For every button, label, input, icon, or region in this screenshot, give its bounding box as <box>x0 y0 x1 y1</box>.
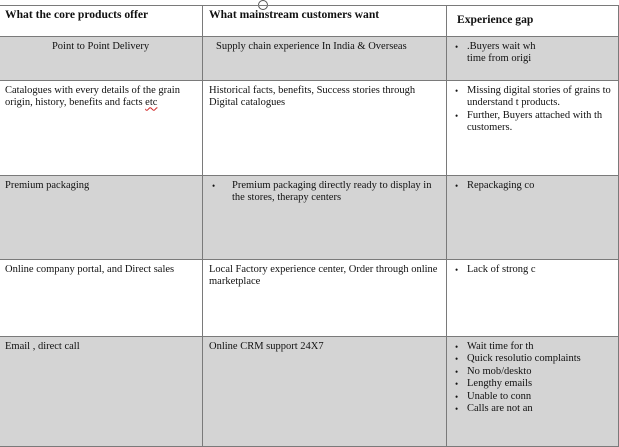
table-cell[interactable] <box>203 37 447 81</box>
table-cell[interactable] <box>203 337 447 447</box>
bullet-list <box>209 180 440 205</box>
bullet-list <box>453 85 612 135</box>
list-item: • Lengthy emails <box>467 378 612 390</box>
table-row <box>0 260 619 337</box>
table-row <box>0 337 619 447</box>
table-cell[interactable] <box>203 81 447 176</box>
list-item: • Calls are not an <box>467 403 612 415</box>
table-cell[interactable] <box>0 176 203 260</box>
cell-text: Online company portal, and Direct sales <box>5 264 175 275</box>
list-item: • Missing digital stories of grains to understand t products. <box>467 85 612 110</box>
list-item: • Repackaging co <box>467 180 612 192</box>
header-text: What mainstream customers want <box>209 8 380 21</box>
list-item: • Lack of strong c <box>467 264 612 276</box>
bullet-list <box>453 41 612 66</box>
table-cell[interactable] <box>447 337 619 447</box>
cell-text: Catalogues with every details of the grain origin, history, benefits and facts <box>5 85 180 109</box>
table-row <box>0 176 619 260</box>
table-row <box>0 37 619 81</box>
table-cell[interactable] <box>0 37 203 81</box>
bullet-list <box>453 341 612 415</box>
table-cell[interactable] <box>447 81 619 176</box>
table-cell[interactable] <box>0 260 203 337</box>
table-cell[interactable] <box>203 260 447 337</box>
spellcheck-word[interactable]: etc <box>145 97 158 109</box>
table-row <box>0 81 619 176</box>
list-item: • No mob/deskto <box>467 366 612 378</box>
list-item: • Premium packaging directly ready to display in the stores, therapy centers <box>232 180 440 205</box>
header-text: What the core products offer <box>5 8 149 21</box>
table-cell[interactable] <box>447 37 619 81</box>
list-item: • Further, Buyers attached with th customers. <box>467 110 612 135</box>
cell-text: Premium packaging <box>5 180 90 191</box>
cell-text: Supply chain experience In India & Overseas <box>216 41 407 52</box>
table-cell[interactable] <box>447 176 619 260</box>
bullet-list <box>453 264 612 276</box>
list-item: • Quick resolutio complaints <box>467 353 612 365</box>
table-cell[interactable] <box>447 260 619 337</box>
cell-text: Email , direct call <box>5 341 80 352</box>
table-cell[interactable] <box>0 337 203 447</box>
header-core-products[interactable] <box>0 6 203 37</box>
header-text: Experience gap <box>457 13 534 26</box>
bullet-list <box>453 180 612 192</box>
cell-text: Historical facts, benefits, Success stories through Digital catalogues <box>209 85 416 109</box>
header-experience-gap[interactable] <box>447 6 619 37</box>
cell-text: Local Factory experience center, Order through online marketplace <box>209 264 438 288</box>
cell-text: Point to Point Delivery <box>51 41 150 52</box>
list-item: • .Buyers wait wh time from origi <box>467 41 612 66</box>
header-mainstream-customers[interactable] <box>203 6 447 37</box>
list-item: • Wait time for th <box>467 341 612 353</box>
table-cell[interactable] <box>0 81 203 176</box>
list-item: • Unable to conn <box>467 391 612 403</box>
cell-text: Online CRM support 24X7 <box>209 341 324 352</box>
table-cell[interactable] <box>203 176 447 260</box>
table-header-row <box>0 6 619 37</box>
customer-experience-table <box>0 5 619 447</box>
